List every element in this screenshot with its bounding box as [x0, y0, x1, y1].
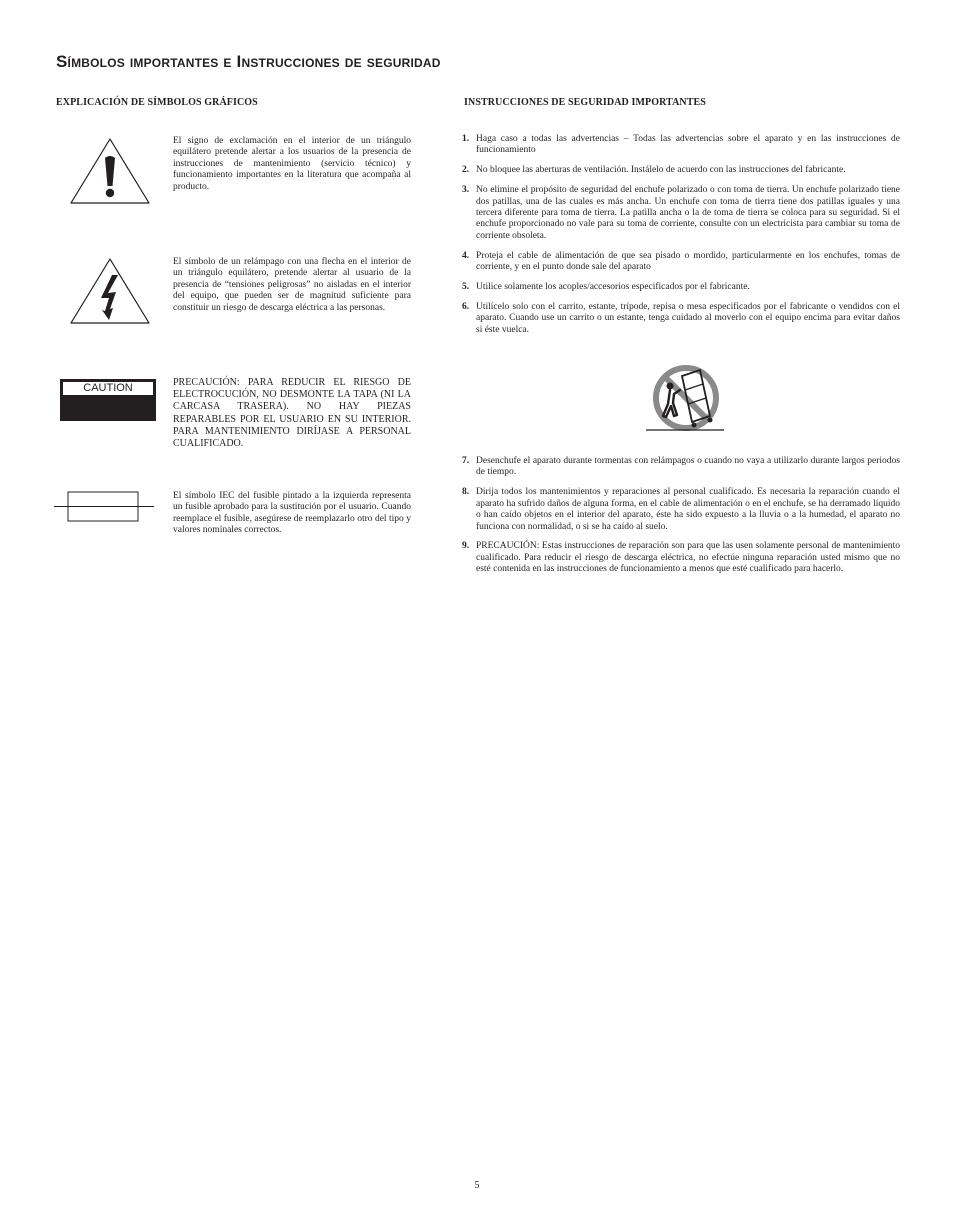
item-number: 7.	[462, 456, 470, 466]
item-number: 1.	[462, 134, 470, 144]
item-text: Haga caso a todas las advertencias – Todas las advertencias sobre el aparato y en las instrucciones de funcionamiento	[476, 134, 900, 156]
list-item	[462, 302, 900, 336]
safety-instructions-list-continued	[462, 456, 900, 584]
caution-label-text: CAUTION	[62, 381, 154, 396]
item-number: 4.	[462, 250, 470, 261]
list-item	[462, 282, 900, 293]
item-text: Utilícelo solo con el carrito, estante, trípode, repisa o mesa especificados por el fabricante o vendidos con el aparato. Cuando use un carrito o un estante, tenga cuidado al moverlo con el equipo encima para evitar daños si éste vuelca.	[476, 301, 900, 335]
fuse-symbol-icon	[54, 489, 156, 525]
lightning-symbol-description: El símbolo de un relámpago con una flecha en el interior de un triángulo equilátero, pretende alertar al usuario de la presencia de “tensiones peligrosas” no aisladas en el interior del equipo, que pueden ser de magnitud suficiente para constituir un riesgo de descarga eléctrica a las personas.	[173, 257, 411, 313]
item-number: 9.	[462, 541, 470, 552]
item-number: 5.	[462, 282, 470, 293]
item-text: Desenchufe el aparato durante tormentas con relámpagos o cuando no vaya a utilizarlo durante largos periodos de tiempo.	[476, 456, 900, 478]
item-text: PRECAUCIÓN: Estas instrucciones de reparación son para que las usen solamente personal de mantenimiento cualificado. Para reducir el riesgo de descarga eléctrica, no efectúe ninguna reparación usted mismo que no esté contenida en las instrucciones de funcionamiento a menos que esté cualificado para hacerlo.	[476, 541, 900, 575]
page-number: 5	[474, 1180, 480, 1191]
cart-tip-over-warning-icon	[646, 364, 724, 434]
exclamation-triangle-icon	[68, 136, 152, 206]
item-number: 6.	[462, 301, 470, 312]
item-text: Utilice solamente los acoples/accesorios especificados por el fabricante.	[476, 282, 750, 293]
list-item	[462, 456, 900, 479]
list-item	[462, 541, 900, 575]
list-item	[462, 487, 900, 533]
item-text: No bloquee las aberturas de ventilación. Instálelo de acuerdo con las instrucciones del fabricante.	[476, 165, 846, 176]
exclamation-symbol-description: El signo de exclamación en el interior de un triángulo equilátero pretende alertar a los usuarios de la presencia de instrucciones de mantenimiento (servicio técnico) y funcionamiento importantes en la literatura que acompaña al producto.	[173, 136, 411, 192]
item-text: No elimine el propósito de seguridad del enchufe polarizado o con toma de tierra. Un enchufe polarizado tiene dos patillas, una de las cuales es más ancha. Un enchufe con toma de tierra tiene dos patillas iguales y una tercera diferente para toma de tierra. La patilla ancha o la de toma de tierra se coloca para su seguridad. Si el enchufe proporcionado no vale para su toma de corriente, consulte con un electricista para cambiar su toma de corriente obsoleta.	[476, 185, 900, 241]
list-item	[462, 251, 900, 274]
item-text: Proteja el cable de alimentación de que sea pisado o mordido, particularmente en los enchufes, tomas de corriente, y en el punto donde sale del aparato	[476, 250, 900, 273]
safety-instructions-list	[462, 134, 900, 345]
caution-description: PRECAUCIÓN: PARA REDUCIR EL RIESGO DE ELECTROCUCIÓN, NO DESMONTE LA TAPA (NI LA CARCASA TRASERA). NO HAY PIEZAS REPARABLES POR EL USUARIO EN SU INTERIOR. PARA MANTENIMIENTO DIRÍJASE A PERSONAL CUALIFICADO.	[173, 377, 411, 450]
item-number: 2.	[462, 165, 470, 176]
item-number: 3.	[462, 185, 470, 196]
safety-section-title: INSTRUCCIONES DE SEGURIDAD IMPORTANTES	[464, 97, 706, 108]
item-number: 8.	[462, 487, 470, 498]
list-item	[462, 134, 900, 157]
page-title: Símbolos importantes e Instrucciones de seguridad	[56, 52, 441, 71]
lightning-triangle-icon	[68, 256, 152, 326]
list-item	[462, 165, 900, 176]
fuse-symbol-description: El símbolo IEC del fusible pintado a la izquierda representa un fusible aprobado para la sustitución por el usuario. Cuando reemplace el fusible, asegúrese de reemplazarlo otro del tipo y valores nominales correctos.	[173, 491, 411, 536]
caution-label-icon	[60, 379, 156, 421]
item-text: Dirija todos los mantenimientos y reparaciones al personal cualificado. Es necesaria la reparación cuando el aparato ha sufrido daños de alguna forma, en el cable de alimentación o en el enchufe, se ha derramado líquido o han caído objetos en el interior del aparato, éste ha sido expuesto a la lluvia o a la humedad, el aparato no funciona con normalidad, o si se ha caído al suelo.	[476, 487, 900, 532]
symbols-section-title: EXPLICACIÓN DE SÍMBOLOS GRÁFICOS	[56, 97, 258, 108]
list-item	[462, 185, 900, 242]
